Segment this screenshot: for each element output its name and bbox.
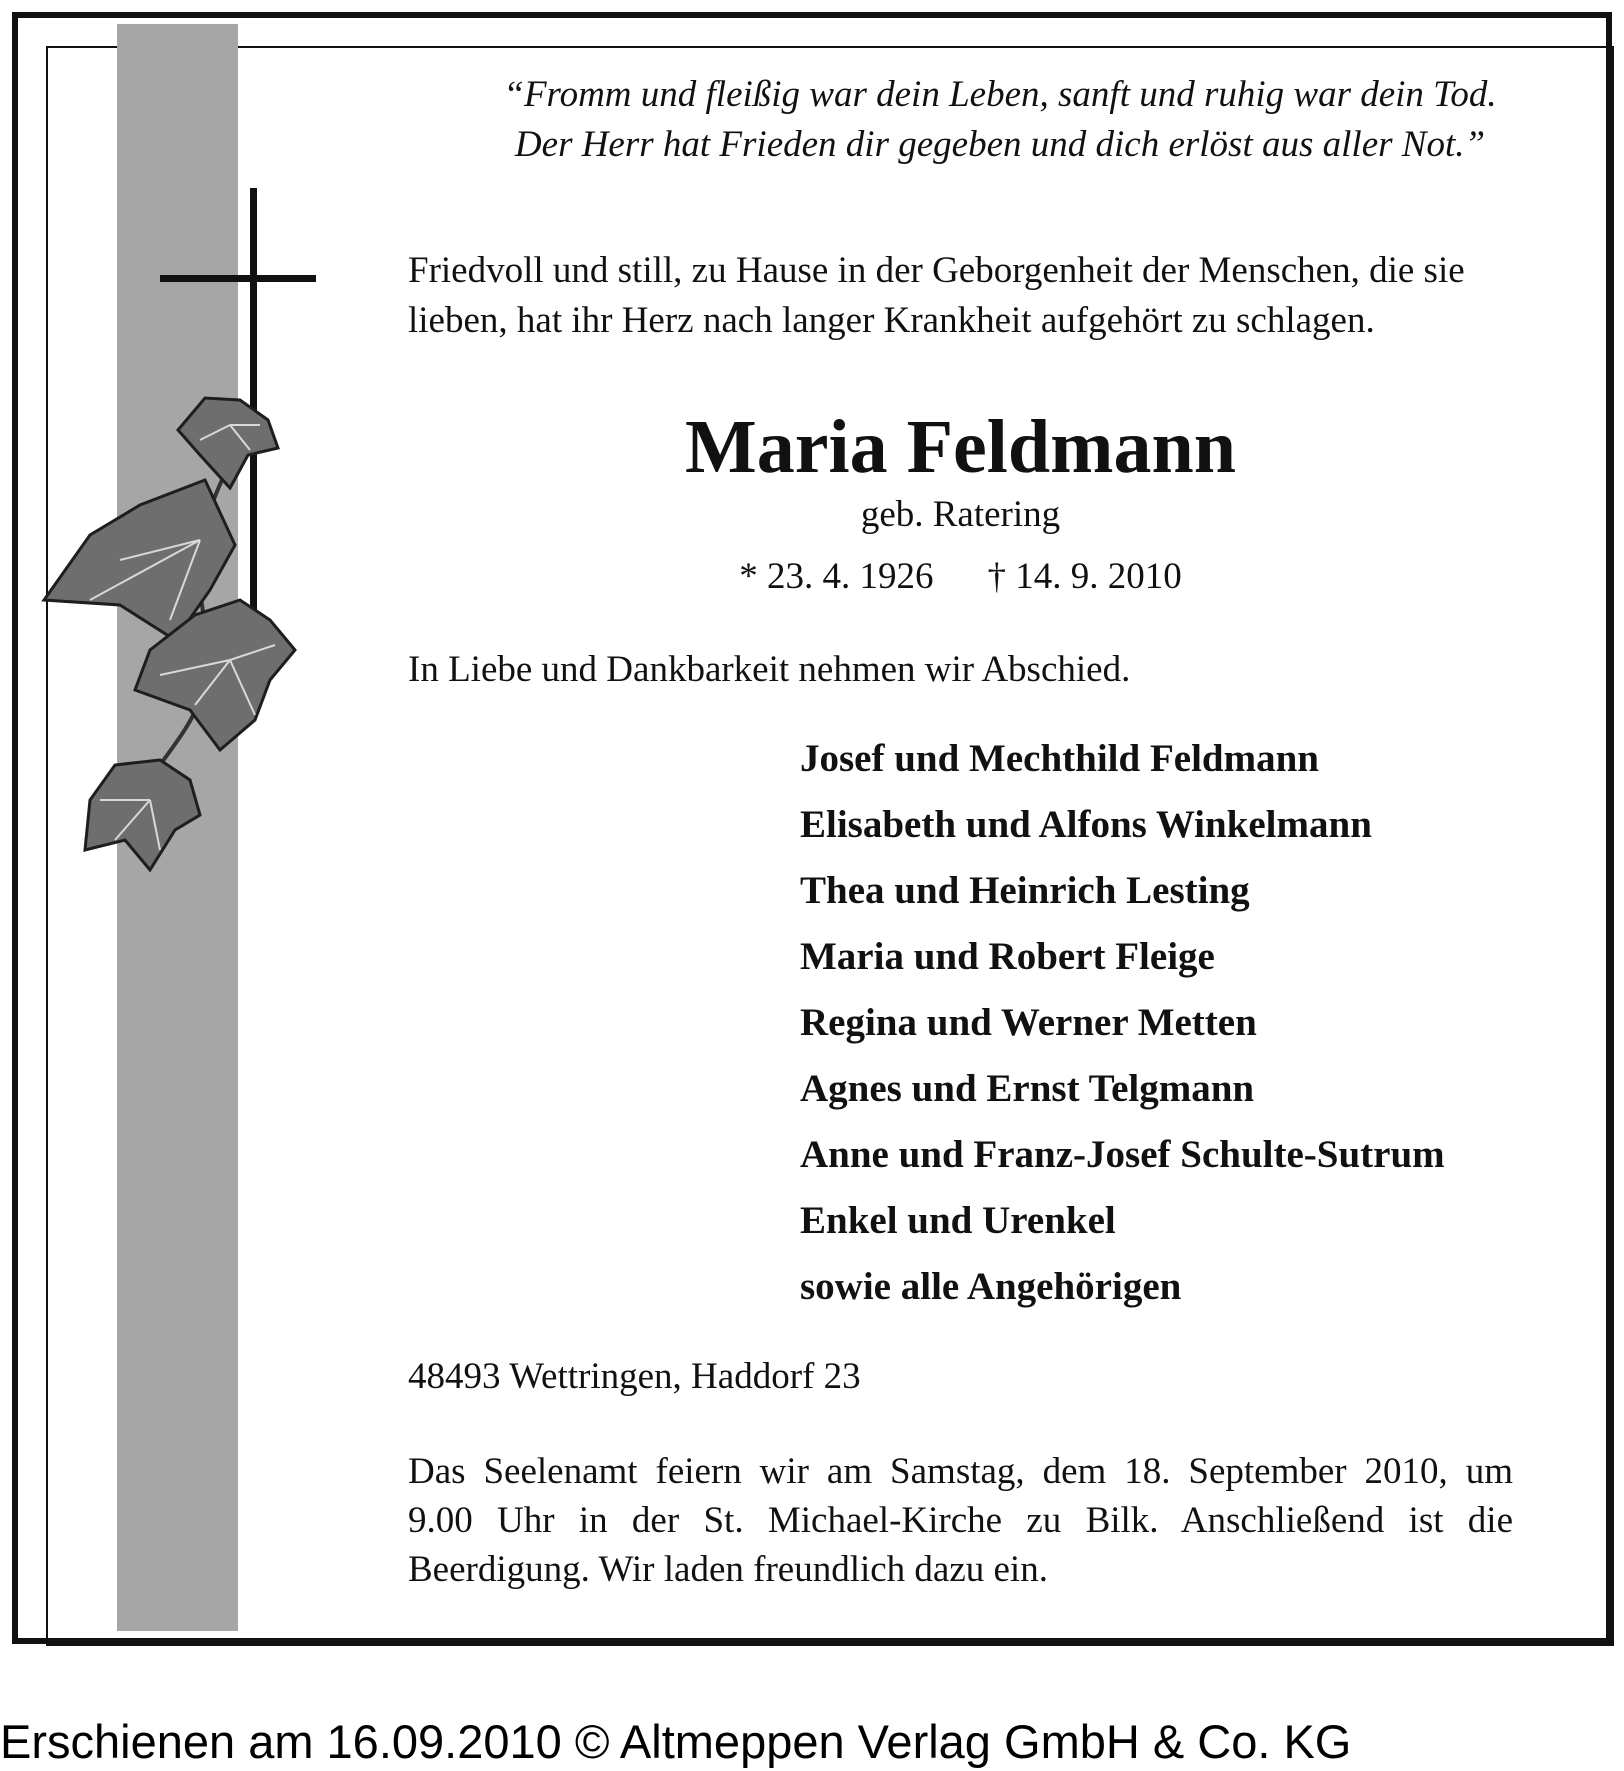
birth-date: * 23. 4. 1926 (739, 556, 934, 597)
deceased-name: Maria Feldmann (685, 405, 1236, 489)
quote-line: Der Herr hat Frieden dir gegeben und dich erlöst aus aller Not.” (514, 124, 1486, 165)
mourner-entry: Regina und Werner Metten (800, 1001, 1257, 1044)
mourner-entry: Elisabeth und Alfons Winkelmann (800, 803, 1372, 846)
mourner-entry: Enkel und Urenkel (800, 1199, 1116, 1242)
mourner-entry: Josef und Mechthild Feldmann (800, 737, 1319, 780)
mourner-entry: sowie alle Angehörigen (800, 1265, 1182, 1308)
life-dates (408, 552, 1513, 602)
memorial-quote (460, 70, 1540, 170)
mourner-entry: Maria und Robert Fleige (800, 935, 1215, 978)
quote-line: “Fromm und fleißig war dein Leben, sanft und ruhig war dein Tod. (503, 74, 1497, 115)
intro-line: lieben, hat ihr Herz nach langer Krankheit aufgehört zu schlagen. (408, 300, 1375, 341)
death-date: † 14. 9. 2010 (987, 556, 1182, 597)
intro-paragraph (408, 246, 1513, 346)
farewell-text: In Liebe und Dankbarkeit nehmen wir Abschied. (408, 649, 1131, 690)
service-line: Beerdigung. Wir laden freundlich dazu ein. (408, 1549, 1048, 1590)
mourners-list (800, 726, 1445, 1320)
publication-footer: Erschienen am 16.09.2010 © Altmeppen Verlag GmbH & Co. KG (0, 1715, 1352, 1768)
mourner-entry: Thea und Heinrich Lesting (800, 869, 1250, 912)
ivy-leaves-icon (0, 0, 400, 900)
mourner-entry: Anne und Franz-Josef Schulte-Sutrum (800, 1133, 1445, 1176)
intro-line: Friedvoll und still, zu Hause in der Geborgenheit der Menschen, die sie (408, 250, 1465, 291)
service-line: Das Seelenamt feiern wir am Samstag, dem 18. September 2010, um (408, 1451, 1513, 1492)
service-line: 9.00 Uhr in der St. Michael-Kirche zu Bilk. Anschließend ist die (408, 1500, 1513, 1541)
maiden-name: geb. Ratering (860, 494, 1061, 535)
mourner-entry: Agnes und Ernst Telgmann (800, 1067, 1255, 1110)
service-announcement (408, 1447, 1513, 1594)
family-address: 48493 Wettringen, Haddorf 23 (408, 1356, 861, 1397)
